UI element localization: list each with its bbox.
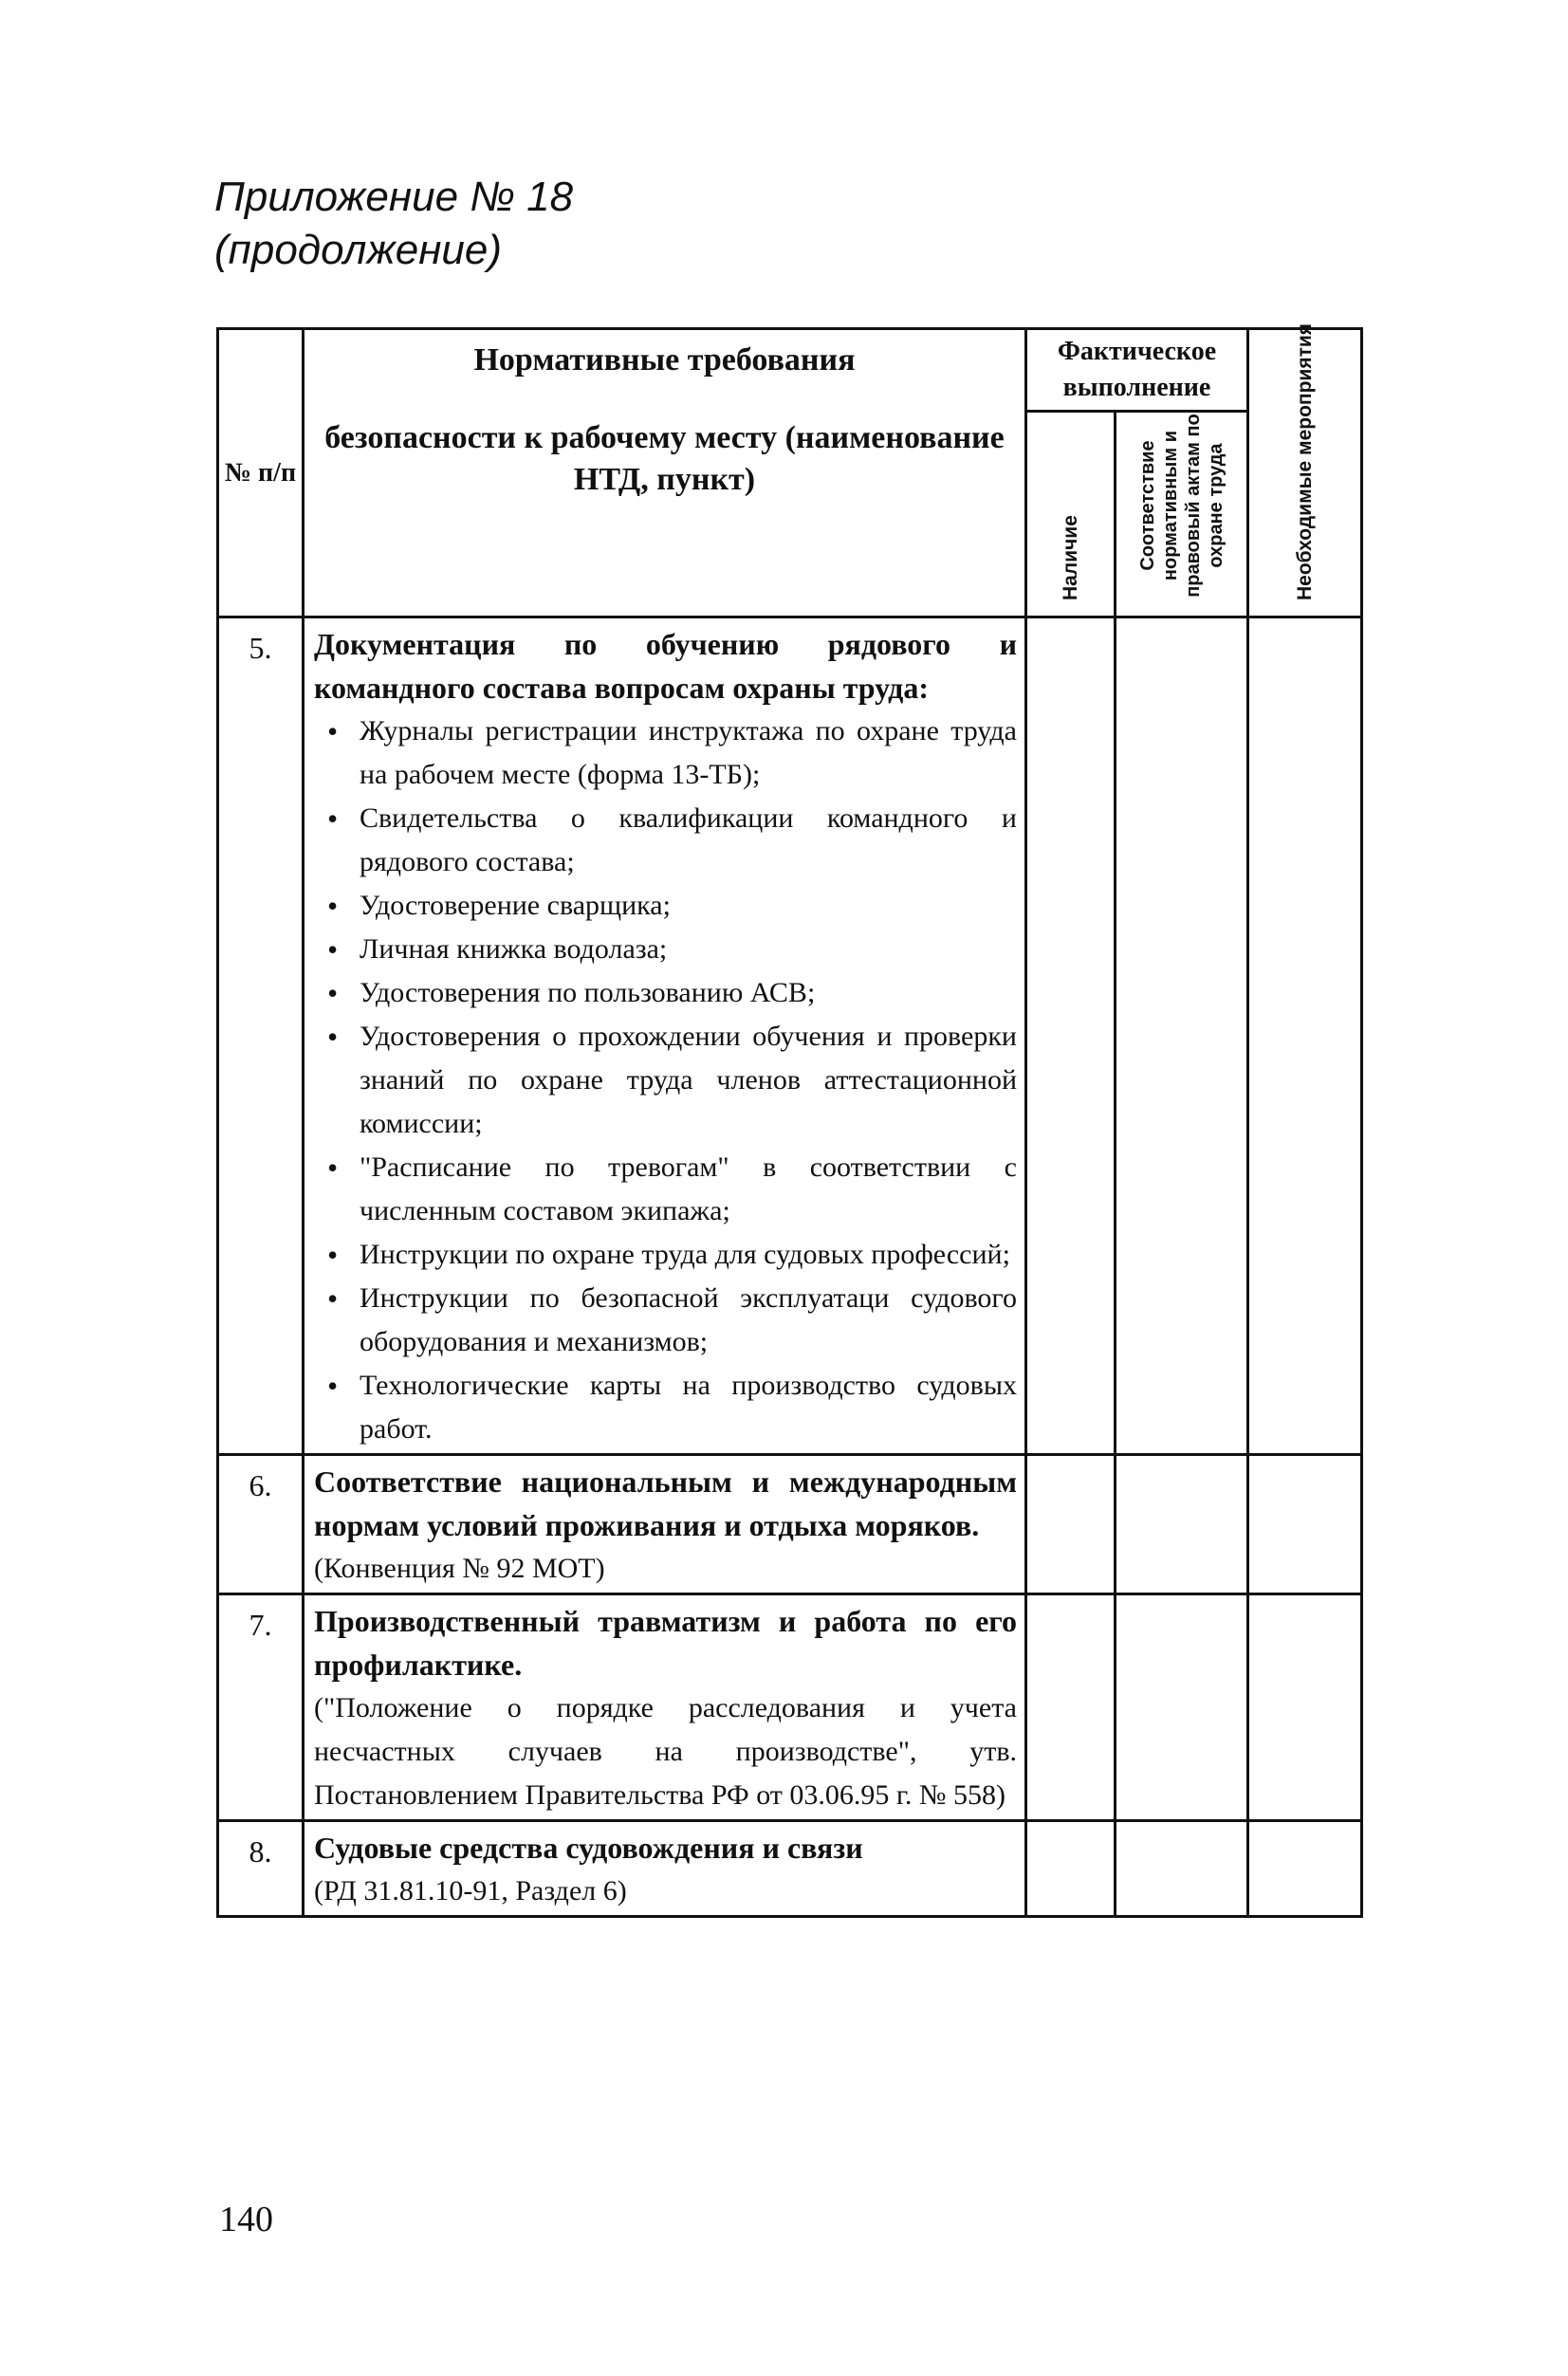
row-requirement [304, 617, 1026, 1455]
row-note: (Конвенция № 92 МОТ) [314, 1553, 605, 1584]
header-number: № п/п [218, 329, 304, 617]
list-item: • "Расписание по тревогам" в соответствии с численным составом экипажа; [314, 1146, 1017, 1233]
measures-cell [1248, 1594, 1362, 1821]
measures-cell [1248, 1455, 1362, 1594]
page-number: 140 [219, 2200, 273, 2239]
table-row [218, 617, 1362, 1455]
header-requirements-line2: безопасности к рабочему месту (наименование НТД, пункт) [324, 420, 1005, 497]
header-measures [1248, 322, 1362, 617]
appendix-title: Приложение № 18 [214, 174, 574, 220]
row-requirement [304, 1455, 1026, 1594]
header-actual-execution: Фактическое выполнение [1026, 329, 1248, 412]
row-number: 8. [218, 1821, 304, 1917]
list-item: • Удостоверение сварщика; [314, 884, 1017, 928]
list-item: • Технологические карты на производство судовых работ. [314, 1364, 1017, 1451]
compliance-cell [1116, 1455, 1248, 1594]
header-presence [1026, 412, 1116, 617]
row-number: 7. [218, 1594, 304, 1821]
row-note: ("Положение о порядке расследования и учета несчастных случаев на производстве", утв. Постановлением Правительства РФ от 03.06.95 г. № 558) [314, 1692, 1017, 1811]
header-compliance-label: Соответствие нормативным и правовый актам по охране труда [1136, 414, 1227, 598]
table-row [218, 1455, 1362, 1594]
header-requirements [304, 329, 1026, 617]
list-item: • Удостоверения о прохождении обучения и проверки знаний по охране труда членов аттестационной комиссии; [314, 1015, 1017, 1146]
requirements-table [216, 322, 1363, 1918]
table-row [218, 1821, 1362, 1917]
list-item: • Инструкции по безопасной эксплуатаци судового оборудования и механизмов; [314, 1277, 1017, 1364]
header-presence-label: Наличие [1059, 515, 1081, 600]
document-list [314, 709, 1017, 1451]
row-requirement [304, 1821, 1026, 1917]
row-title: Производственный травматизм и работа по его профилактике. [314, 1604, 1017, 1682]
list-item: • Журналы регистрации инструктажа по охране труда на рабочем месте (форма 13-ТБ); [314, 709, 1017, 797]
list-item: • Удостоверения по пользованию АСВ; [314, 971, 1017, 1015]
row-requirement [304, 1594, 1026, 1821]
row-number: 6. [218, 1455, 304, 1594]
header-measures-label: Необходимые мероприятия [1293, 322, 1316, 600]
header-compliance [1116, 412, 1248, 617]
compliance-cell [1116, 617, 1248, 1455]
table-header-row [218, 329, 1362, 412]
appendix-continuation: (продолжение) [214, 227, 502, 273]
row-note: (РД 31.81.10-91, Раздел 6) [314, 1875, 627, 1906]
presence-cell [1026, 1455, 1116, 1594]
row-number: 5. [218, 617, 304, 1455]
row-title: Документация по обучению рядового и командного состава вопросам охраны труда: [314, 627, 1017, 705]
compliance-cell [1116, 1821, 1248, 1917]
row-title: Судовые средства судовождения и связи [314, 1831, 863, 1865]
table-row [218, 1594, 1362, 1821]
measures-cell [1248, 1821, 1362, 1917]
header-requirements-line1: Нормативные требования [473, 342, 856, 378]
measures-cell [1248, 617, 1362, 1455]
presence-cell [1026, 617, 1116, 1455]
list-item: • Инструкции по охране труда для судовых профессий; [314, 1233, 1017, 1277]
presence-cell [1026, 1594, 1116, 1821]
presence-cell [1026, 1821, 1116, 1917]
compliance-cell [1116, 1594, 1248, 1821]
row-title: Соответствие национальным и международным нормам условий проживания и отдыха моряков. [314, 1464, 1017, 1542]
list-item: • Свидетельства о квалификации командного и рядового состава; [314, 797, 1017, 884]
list-item: • Личная книжка водолаза; [314, 928, 1017, 971]
appendix-heading [214, 171, 573, 277]
